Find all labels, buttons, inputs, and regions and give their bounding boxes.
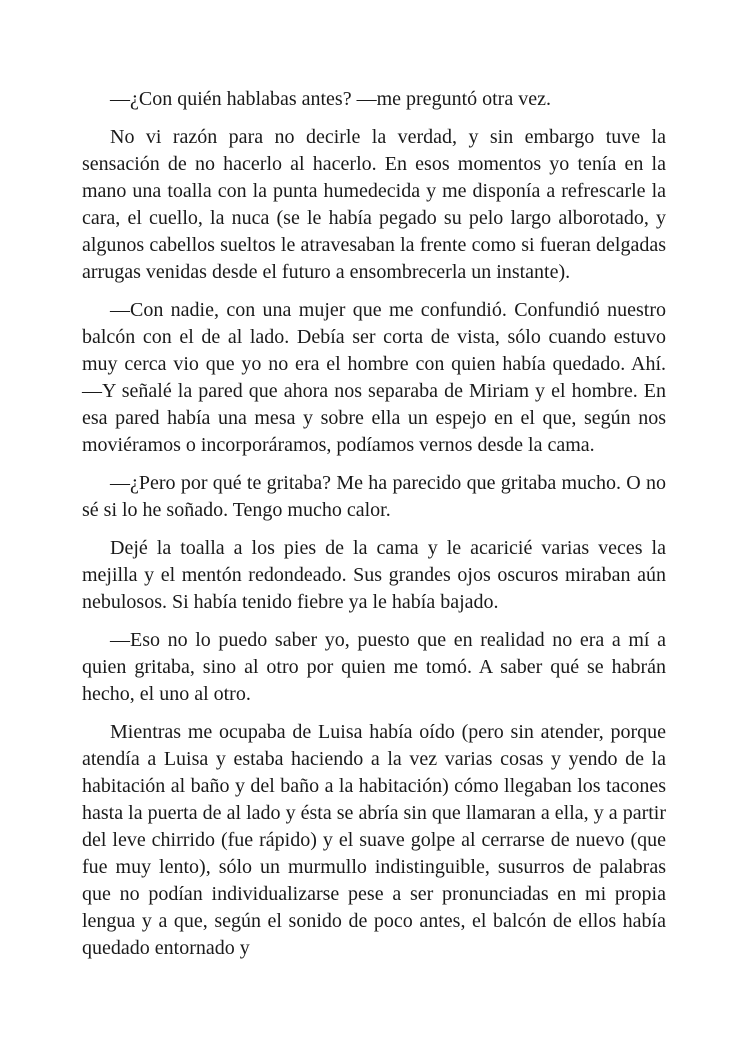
page-text-body: [82, 86, 666, 973]
paragraph-5: Dejé la toalla a los pies de la cama y le acaricié varias veces la mejilla y el mentón redondeado. Sus grandes ojos oscuros miraban aún nebulosos. Si había tenido fiebre ya le había bajado.: [82, 537, 666, 613]
paragraph-4: —¿Pero por qué te gritaba? Me ha parecido que gritaba mucho. O no sé si lo he soñado. Tengo mucho calor.: [82, 472, 666, 521]
paragraph-2: No vi razón para no decirle la verdad, y sin embargo tuve la sensación de no hacerlo al hacerlo. En esos momentos yo tenía en la mano una toalla con la punta humedecida y me disponía a refrescarle la cara, el cuello, la nuca (se le había pegado su pelo largo alborotado, y algunos cabellos sueltos le atravesaban la frente como si fueran delgadas arrugas venidas desde el futuro a ensombrecerla un instante).: [82, 126, 666, 283]
paragraph-6: —Eso no lo puedo saber yo, puesto que en realidad no era a mí a quien gritaba, sino al otro por quien me tomó. A saber qué se habrán hecho, el uno al otro.: [82, 629, 666, 705]
paragraph-3: —Con nadie, con una mujer que me confundió. Confundió nuestro balcón con el de al lado. Debía ser corta de vista, sólo cuando estuvo muy cerca vio que yo no era el hombre con quien había quedado. Ahí. —Y señalé la pared que ahora nos separaba de Miriam y el hombre. En esa pared había una mesa y sobre ella un espejo en el que, según nos moviéramos o incorporáramos, podíamos vernos desde la cama.: [82, 299, 666, 456]
paragraph-7: Mientras me ocupaba de Luisa había oído (pero sin atender, porque atendía a Luisa y estaba haciendo a la vez varias cosas y yendo de la habitación al baño y del baño a la habitación) cómo llegaban los tacones hasta la puerta de al lado y ésta se abría sin que llamaran a ella, y a partir del leve chirrido (fue rápido) y el suave golpe al cerrarse de nuevo (que fue muy lento), sólo un murmullo indistinguible, susurros de palabras que no podían individualizarse pese a ser pronunciadas en mi propia lengua y a que, según el sonido de poco antes, el balcón de ellos había quedado entornado y: [82, 721, 666, 959]
paragraph-1: —¿Con quién hablabas antes? —me preguntó otra vez.: [110, 88, 551, 110]
